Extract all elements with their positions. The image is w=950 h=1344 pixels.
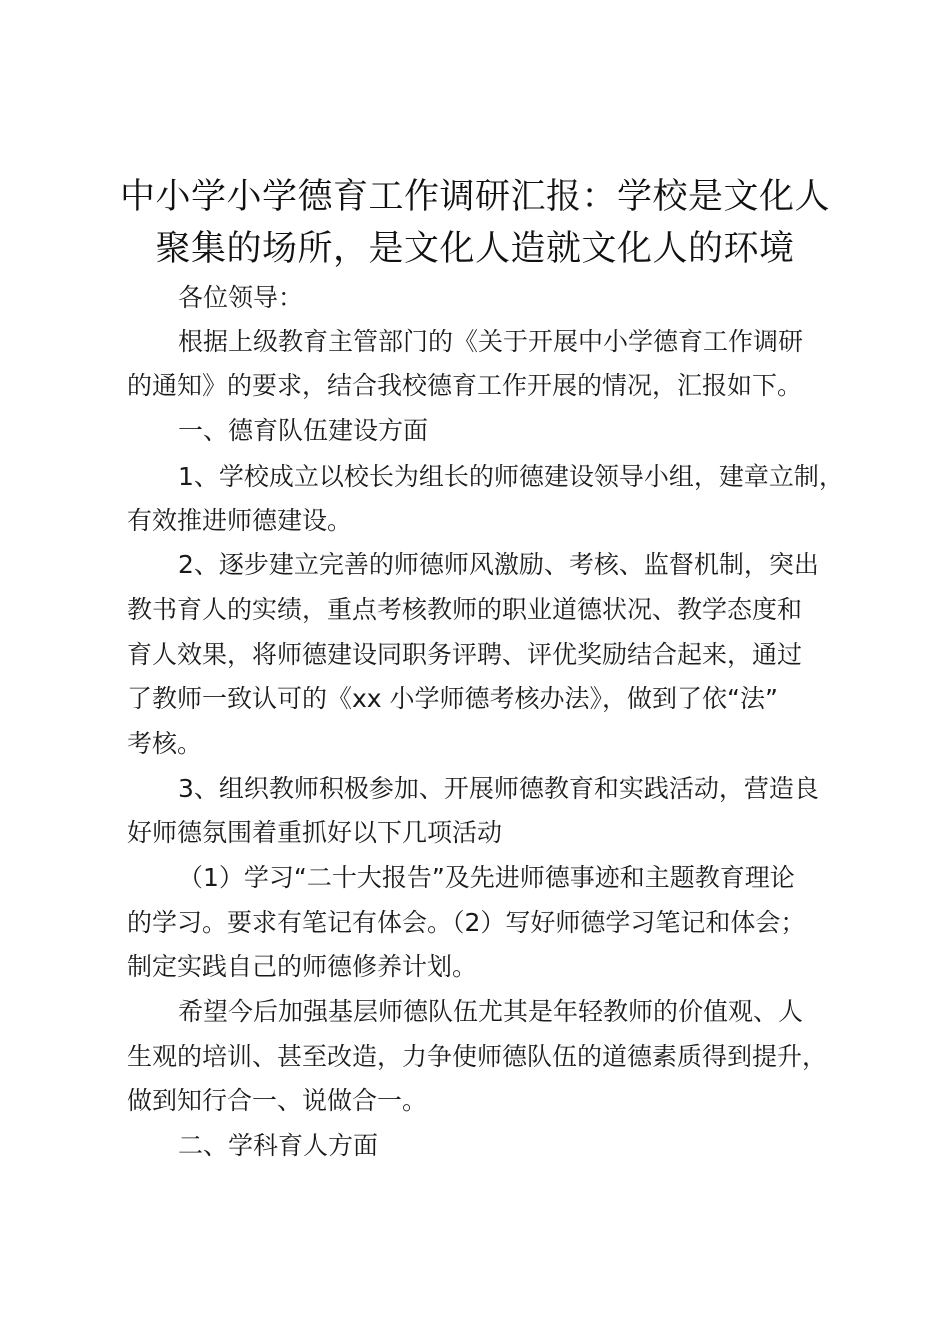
paragraph-line: （1）学习“二十大报告”及先进师德事迹和主题教育理论: [178, 863, 795, 892]
paragraph-line: 3、组织教师积极参加、开展师德教育和实践活动，营造良: [178, 774, 819, 803]
paragraph-line: 1、学校成立以校长为组长的师德建设领导小组，建章立制，: [178, 462, 844, 491]
paragraph-line: 育人效果，将师德建设同职务评聘、评优奖励结合起来，通过: [127, 640, 803, 669]
paragraph-line: 生观的培训、甚至改造，力争使师德队伍的道德素质得到提升，: [127, 1042, 828, 1071]
document-title-line-2: 聚集的场所，是文化人造就文化人的环境: [155, 229, 795, 269]
paragraph-line: 有效推进师德建设。: [127, 506, 353, 535]
salutation: 各位领导：: [178, 283, 304, 312]
paragraph-line: 做到知行合一、说做合一。: [127, 1086, 428, 1115]
paragraph-line: 的学习。要求有笔记有体会。（2）写好师德学习笔记和体会；: [127, 908, 806, 937]
paragraph-line: 了教师一致认可的《xx 小学师德考核办法》，做到了依“法”: [127, 684, 778, 713]
paragraph-line: 2、逐步建立完善的师德师风激励、考核、监督机制，突出: [178, 550, 819, 579]
paragraph-line: 教书育人的实绩，重点考核教师的职业道德状况、教学态度和: [127, 595, 803, 624]
paragraph-line: 制定实践自己的师德修养计划。: [127, 952, 478, 981]
paragraph-line: 希望今后加强基层师德队伍尤其是年轻教师的价值观、人: [178, 997, 804, 1026]
document-title-line-1: 中小学小学德育工作调研汇报：学校是文化人: [119, 177, 830, 217]
paragraph-line: 考核。: [127, 729, 203, 758]
section-heading: 一、德育队伍建设方面: [178, 416, 429, 445]
paragraph-line: 好师德氛围着重抓好以下几项活动: [127, 818, 503, 847]
paragraph-line: 的通知》的要求，结合我校德育工作开展的情况，汇报如下。: [127, 371, 803, 400]
section-heading: 二、学科育人方面: [178, 1131, 379, 1160]
paragraph-line: 根据上级教育主管部门的《关于开展中小学德育工作调研: [178, 327, 804, 356]
